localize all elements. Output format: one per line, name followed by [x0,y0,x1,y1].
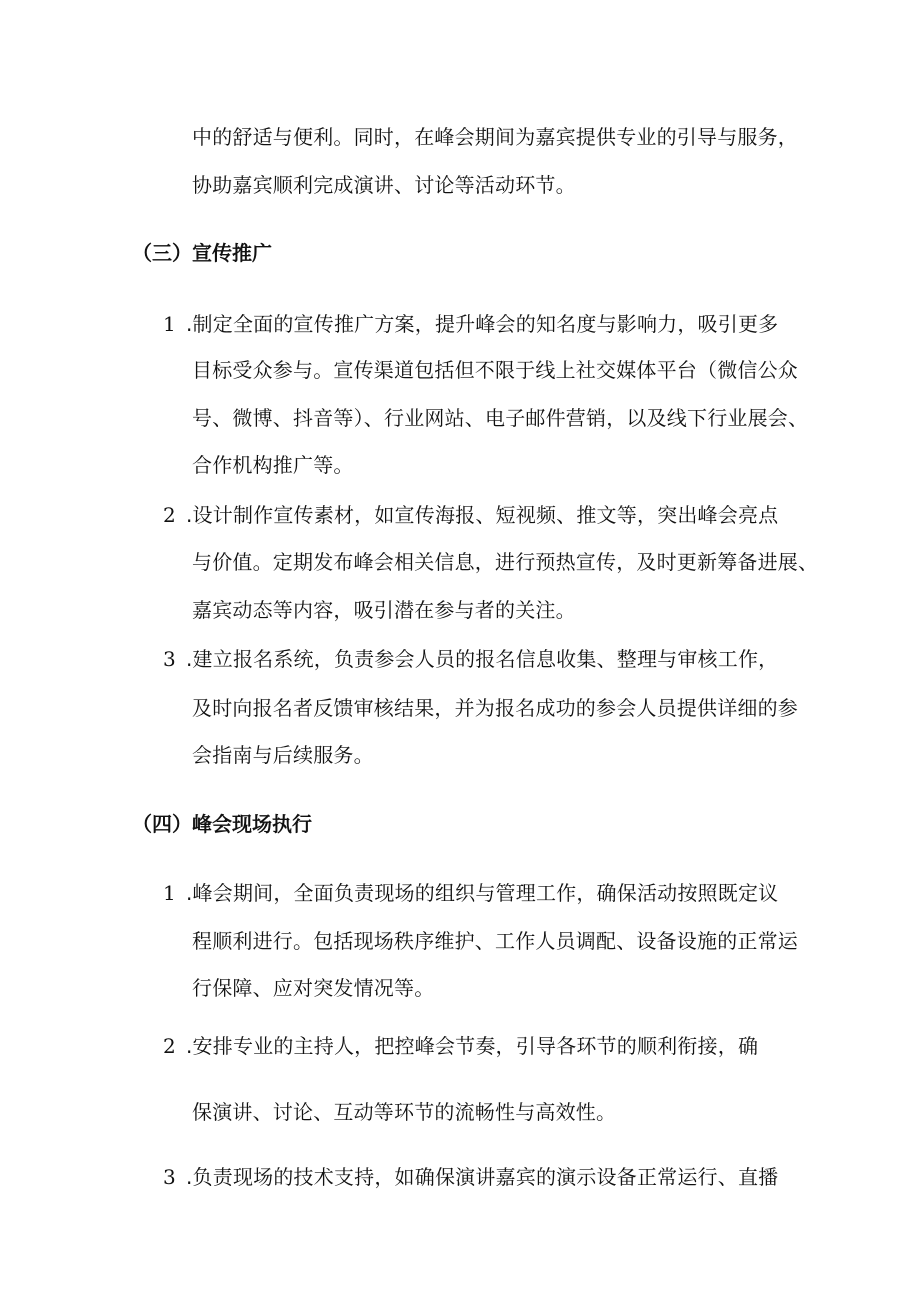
list-item-number: 1 [163,881,176,905]
section-heading-promotion: （三）宣传推广 [132,241,272,265]
list-item-line: 嘉宾动态等内容，吸引潜在参与者的关注。 [192,598,576,622]
list-item-number: 3 [163,647,176,671]
list-item-line: 合作机构推广等。 [192,453,354,477]
list-item-line: .安排专业的主持人，把控峰会节奏，引导各环节的顺利衔接，确 [186,1034,759,1058]
list-item-line: 会指南与后续服务。 [192,743,374,767]
list-item-line: .设计制作宣传素材，如宣传海报、短视频、推文等，突出峰会亮点 [186,503,779,527]
list-item-line: 号、微博、抖音等）、行业网站、电子邮件营销，以及线下行业展会、 [192,406,809,430]
list-item-line: .负责现场的技术支持，如确保演讲嘉宾的演示设备正常运行、直播 [186,1165,779,1189]
list-item-line: .峰会期间，全面负责现场的组织与管理工作，确保活动按照既定议 [186,881,779,905]
list-item-number: 1 [163,312,176,336]
list-item-line: 行保障、应对突发情况等。 [192,976,435,1000]
intro-line-2: 协助嘉宾顺利完成演讲、讨论等活动环节。 [192,173,576,197]
list-item-number: 2 [163,1034,176,1058]
list-item-line: 与价值。定期发布峰会相关信息，进行预热宣传，及时更新筹备进展、 [192,550,819,574]
list-item-line: 目标受众参与。宣传渠道包括但不限于线上社交媒体平台（微信公众 [192,358,798,382]
list-item-line: 及时向报名者反馈审核结果，并为报名成功的参会人员提供详细的参 [192,696,798,720]
section-heading-onsite: （四）峰会现场执行 [132,812,312,836]
list-item-line: 程顺利进行。包括现场秩序维护、工作人员调配、设备设施的正常运 [192,929,798,953]
list-item-line: .制定全面的宣传推广方案，提升峰会的知名度与影响力，吸引更多 [186,312,779,336]
intro-line-1: 中的舒适与便利。同时，在峰会期间为嘉宾提供专业的引导与服务， [192,125,798,149]
list-item-line: 保演讲、讨论、互动等环节的流畅性与高效性。 [192,1100,617,1124]
list-item-number: 3 [163,1165,176,1189]
list-item-line: .建立报名系统，负责参会人员的报名信息收集、整理与审核工作， [186,647,779,671]
list-item-number: 2 [163,503,176,527]
